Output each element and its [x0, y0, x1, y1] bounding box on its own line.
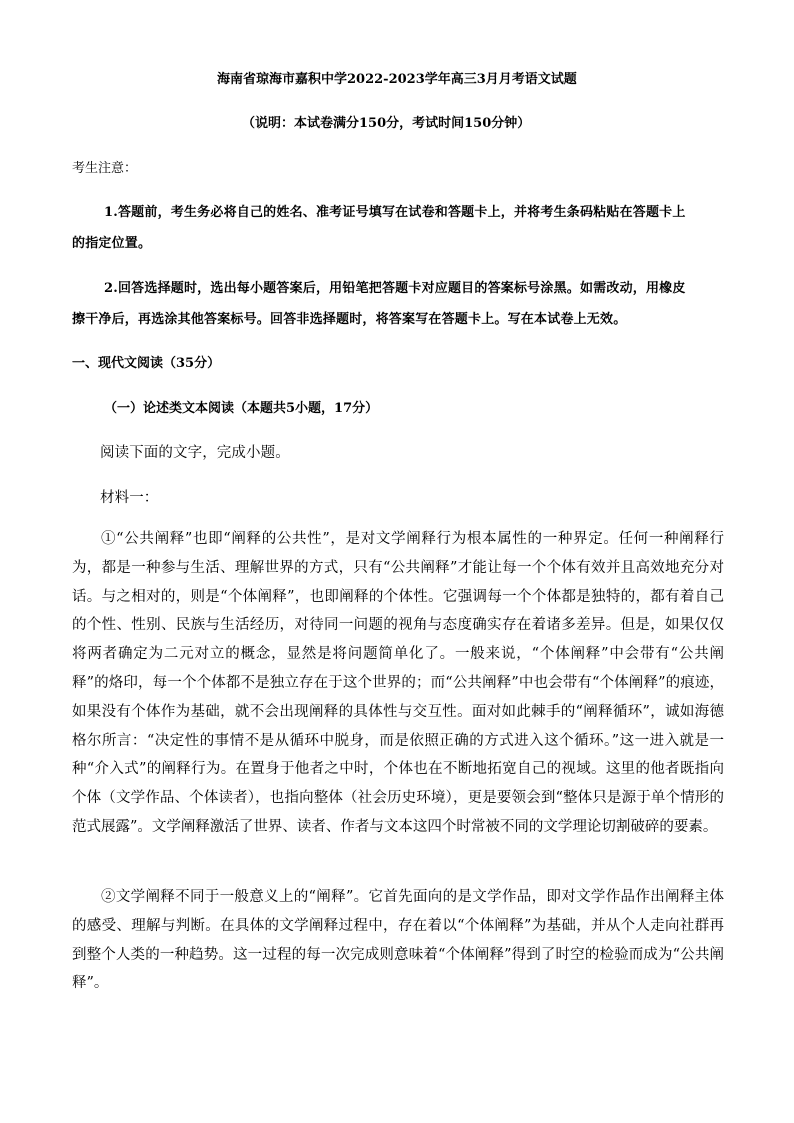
paragraph-1: ①“公共阐释”也即“阐释的公共性”，是对文学阐释行为根本属性的一种界定。任何一种阐释行为，都是一种参与生活、理解世界的方式，只有“公共阐释”才能让每一个个体有效并且高效地充分对话。与之相对的，则是“个体阐释”，也即阐释的个体性。它强调每一个个体都是独特的，都有着自己的个性、性别、民族与生活经历，对待同一问题的视角与态度确实存在着诸多差异。但是，如果仅仅将两者确定为二元对立的概念，显然是将问题简单化了。一般来说，“个体阐释”中会带有“公共阐释”的烙印，每一个个体都不是独立存在于这个世界的；而“公共阐释”中也会带有“个体阐释”的痕迹，如果没有个体作为基础，就不会出现阐释的具体性与交互性。面对如此棘手的“阐释循环”，诚如海德格尔所言：“决定性的事情不是从循环中脱身，而是依照正确的方式进入这个循环。”这一进入就是一种“介入式”的阐释行为。在置身于他者之中时，个体也在不断地拓宽自己的视域。这里的他者既指向个体（文学作品、个体读者），也指向整体（社会历史环境），更是要领会到“整体只是源于单个情形的范式展露”。文学阐释激活了世界、读者、作者与文本这四个时常被不同的文学理论切割破碎的要素。 [72, 531, 724, 835]
notice-item-2-line-1: 2.回答选择题时，选出每小题答案后，用铅笔把答题卡对应题目的答案标号涂黑。如需改动，用橡皮 [104, 281, 686, 296]
page-title: 海南省琼海市嘉积中学2022-2023学年高三3月月考语文试题 [217, 72, 577, 87]
notice-item-2-line-2: 擦干净后，再选涂其他答案标号。回答非选择题时，将答案写在答题卡上。写在本试卷上无效。 [72, 312, 627, 327]
notice-heading: 考生注意： [72, 161, 138, 176]
notice-item-1-line-2: 的指定位置。 [72, 236, 152, 251]
notice-item-1-line-1: 1.答题前，考生务必将自己的姓名、准考证号填写在试卷和答题卡上，并将考生条码粘贴在答题卡上 [104, 205, 686, 220]
reading-instruction: 阅读下面的文字，完成小题。 [100, 445, 290, 461]
material-label: 材料一： [100, 490, 159, 506]
exam-instructions-note: （说明：本试卷满分150分，考试时间150分钟） [242, 116, 531, 131]
paragraph-2: ②文学阐释不同于一般意义上的“阐释”。它首先面向的是文学作品，即对文学作品作出阐释主体的感受、理解与判断。在具体的文学阐释过程中，存在着以“个体阐释”为基础，并从个人走向社群再到整个人类的一种趋势。这一过程的每一次完成则意味着“个体阐释”得到了时空的检验而成为“公共阐释”。 [72, 889, 724, 992]
subsection-heading: （一）论述类文本阅读（本题共5小题，17分） [104, 401, 379, 416]
section-heading: 一、现代文阅读（35分） [72, 356, 221, 371]
